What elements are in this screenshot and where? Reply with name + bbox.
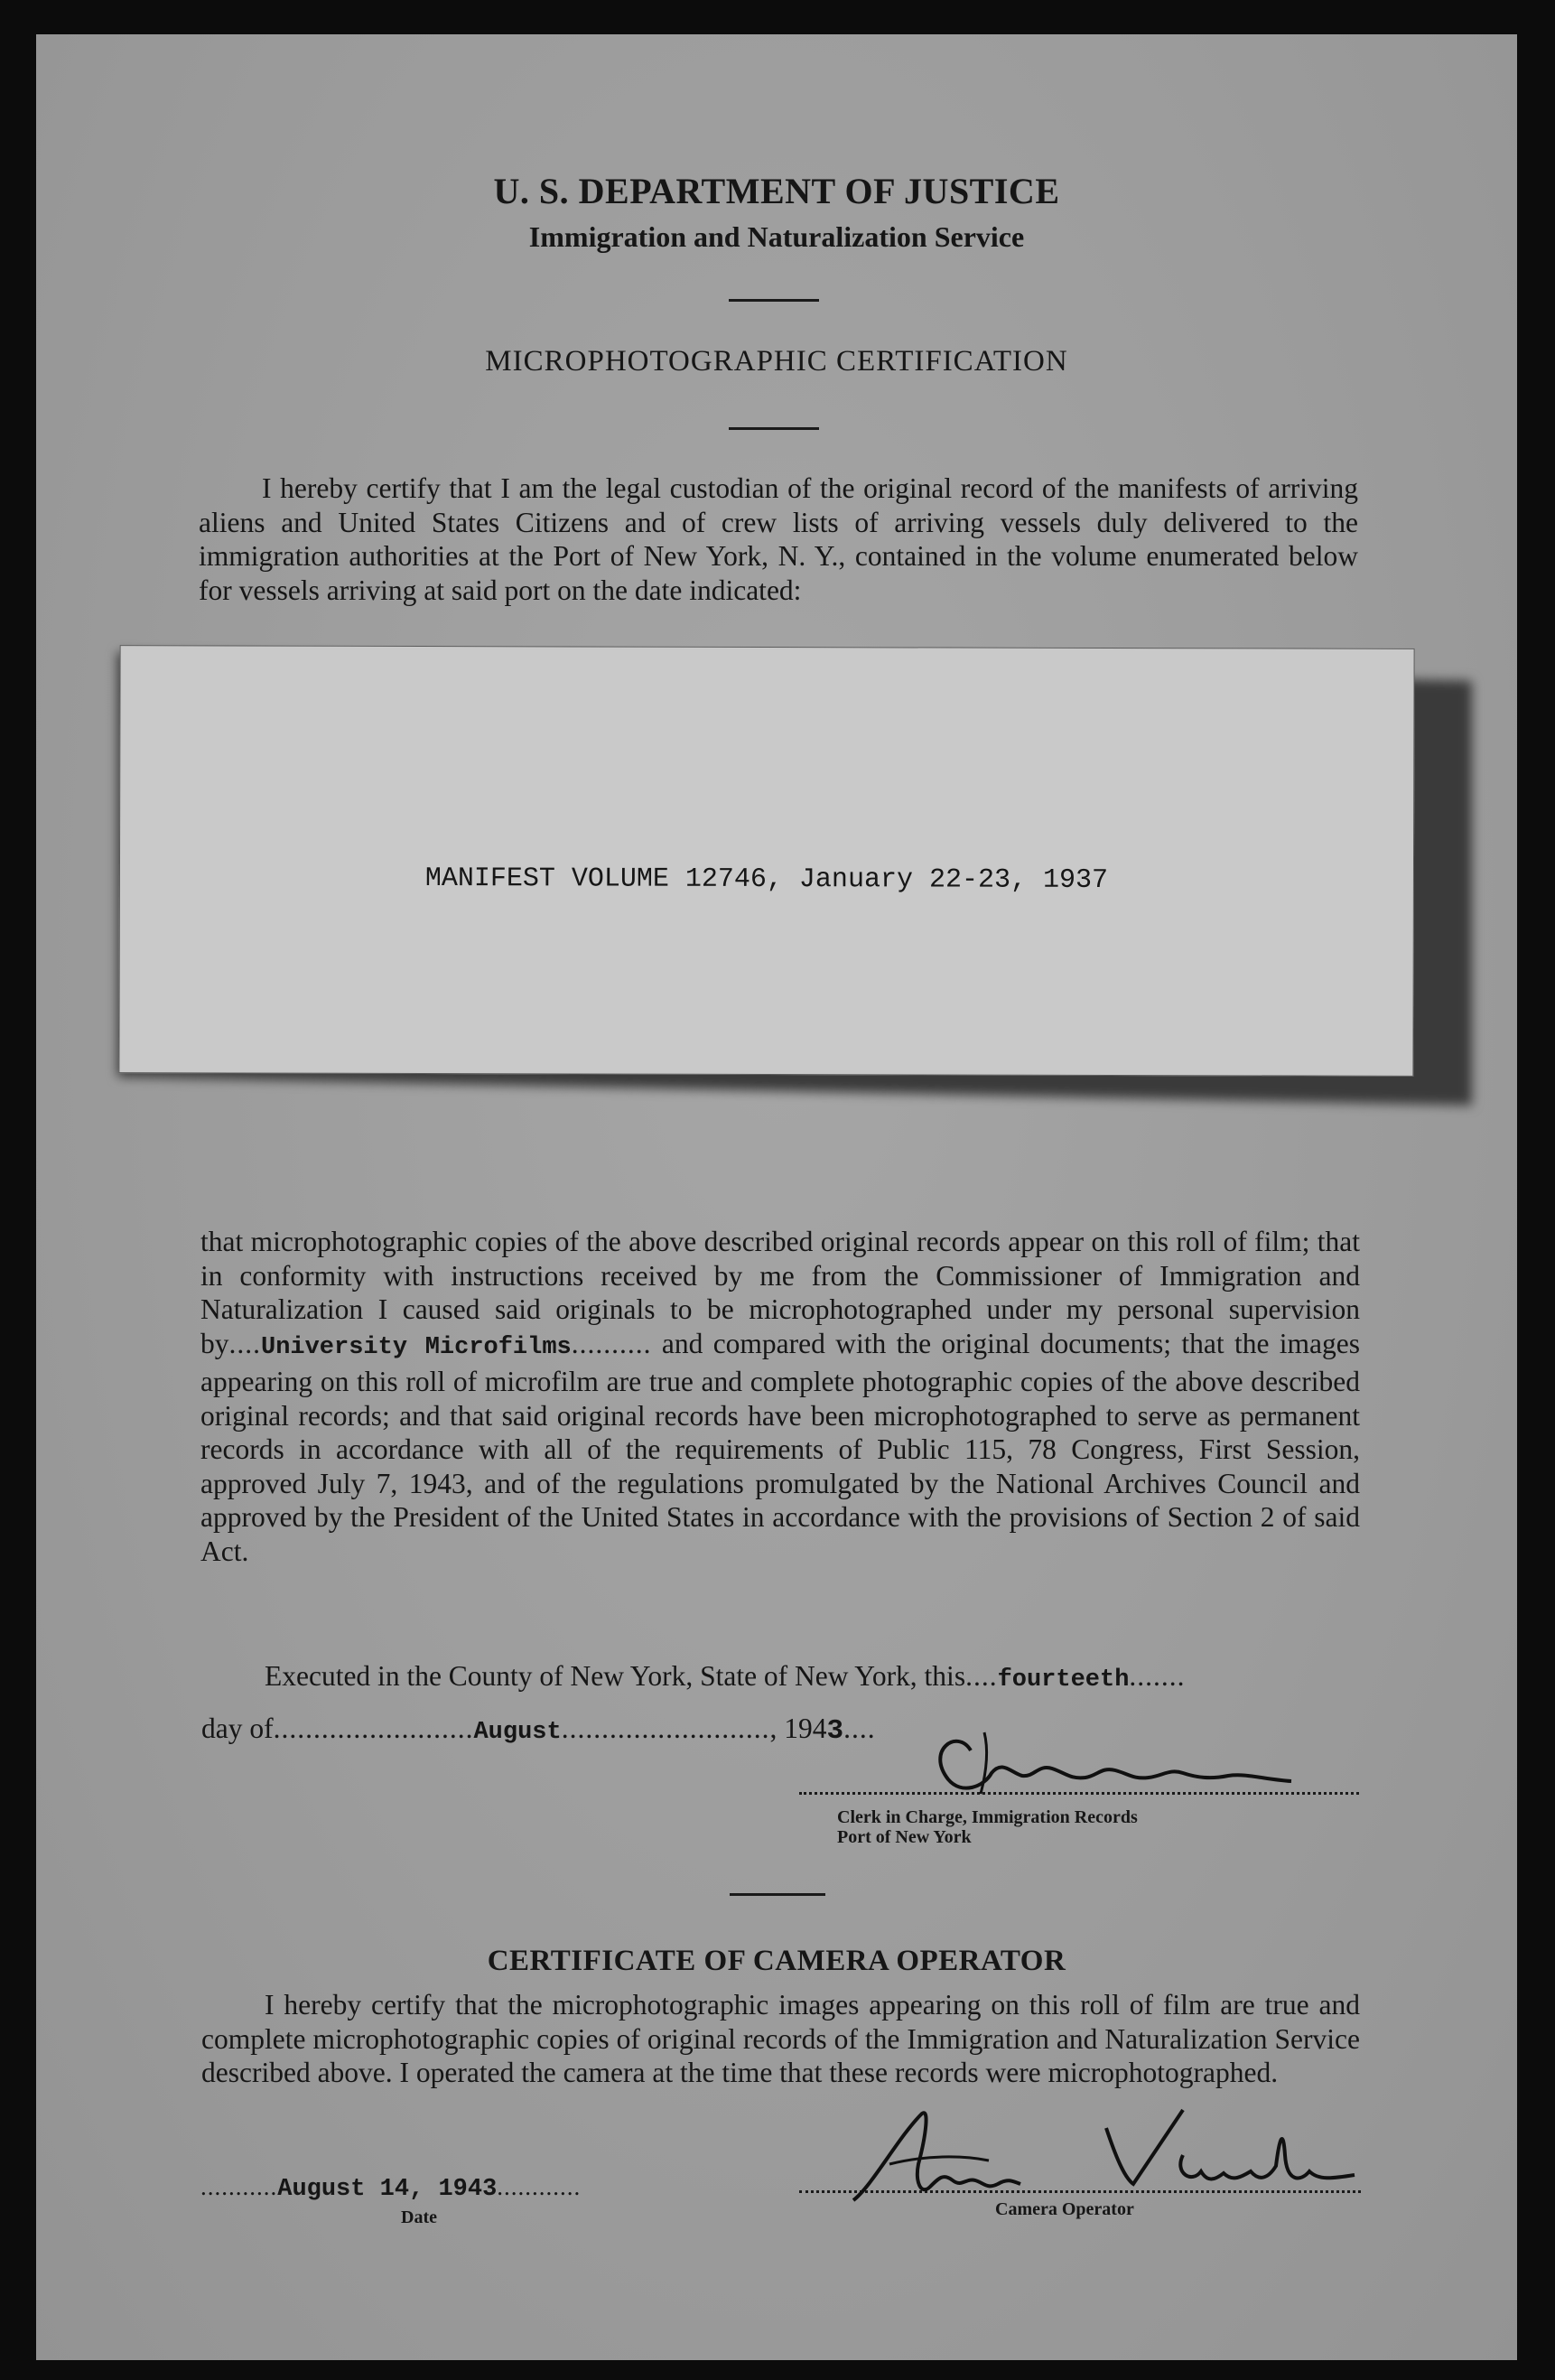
clerk-port: Port of New York — [837, 1827, 972, 1847]
manifest-slip — [118, 645, 1414, 1077]
camera-paragraph: I hereby certify that the microphotographic images appearing on this roll of film are true and complete microphotographic copies of original records of the Immigration and Naturalization Service described above. I operated the camera at the time that these records were microphotographed. — [201, 1989, 1360, 2088]
certification-paragraph: that microphotographic copies of the above described original records appear on this roll of film; that in conformity with instructions received by me from the Commissioner of Immigration and Naturalization I caused said originals to be microphotographed under my personal supervision by....University Microfilms.......... and compared with the original documents; that the images appearing on this roll of microfilm are true and complete photographic copies of the above described original records; and that said original records have been microphotographed to serve as permanent records in accordance with all of the requirements of Public 115, 78 Congress, First Session, approved July 7, 1943, and of the regulations promulgated by the National Archives Council and approved by the President of the United States in accordance with the provisions of Section 2 of said Act. — [200, 1226, 1361, 1567]
clerk-caption — [837, 1807, 1138, 1847]
month-field: August — [473, 1719, 562, 1746]
department-heading: U. S. DEPARTMENT OF JUSTICE — [493, 171, 1060, 211]
divider — [729, 299, 819, 302]
clerk-title: Clerk in Charge, Immigration Records — [837, 1807, 1138, 1827]
certificate-page — [36, 34, 1517, 2360]
custodian-paragraph: I hereby certify that I am the legal custodian of the original record of the manifests of arriving aliens and United States Citizens and of crew lists of arriving vessels duly delivered to the immigration authorities at the Port of New York, N. Y., contained in the volume enumerated below for vessels arriving at said port on the date indicated: — [199, 472, 1358, 606]
day-field: fourteeth — [997, 1666, 1130, 1694]
paragraph-text: and compared with the original documents; that the images appearing on this roll of microfilm are true and complete photographic copies of the above described original records; and that said original records have been microphotographed to serve as permanent records in accordance with all of the requirements of Public 115, 78 Congress, First Session, approved July 7, 1943, and of the regulations promulgated by the National Archives Council and approved by the President of the United States in accordance with the provisions of Section 2 of said Act. — [200, 1327, 1361, 1567]
year-prefix: , 194 — [769, 1713, 827, 1744]
divider — [730, 1893, 825, 1896]
executed-line: Executed in the County of New York, State of New York, this....fourteeth....... — [265, 1660, 1186, 1694]
manifest-volume-text: MANIFEST VOLUME 12746, January 22-23, 1937 — [424, 863, 1109, 896]
service-subheading: Immigration and Naturalization Service — [528, 220, 1025, 253]
date-line: ...........August 14, 1943............ — [200, 2173, 582, 2203]
camera-operator-title: CERTIFICATE OF CAMERA OPERATOR — [487, 1945, 1066, 1977]
day-of-line: day of.........................August.........................., 1943.... — [201, 1713, 876, 1747]
paragraph-text: that microphotographic copies of the above described original records appear on this roll of film; that in conformity with instructions received by me from the Commissioner of Immigration and Naturalization I caused said originals to be microphotographed under my personal supervision by — [200, 1226, 1360, 1359]
date-field: August 14, 1943 — [277, 2176, 498, 2203]
year-digit-field: 3 — [826, 1715, 844, 1747]
certification-title: MICROPHOTOGRAPHIC CERTIFICATION — [485, 345, 1068, 378]
camera-operator-label: Camera Operator — [995, 2199, 1134, 2219]
divider — [729, 427, 819, 430]
clerk-signature — [921, 1723, 1300, 1805]
photographer-field: University Microfilms — [261, 1333, 572, 1361]
executed-text: Executed in the County of New York, State of New York, this — [265, 1660, 966, 1692]
date-label: Date — [401, 2207, 437, 2227]
day-of-label: day of — [201, 1713, 274, 1744]
